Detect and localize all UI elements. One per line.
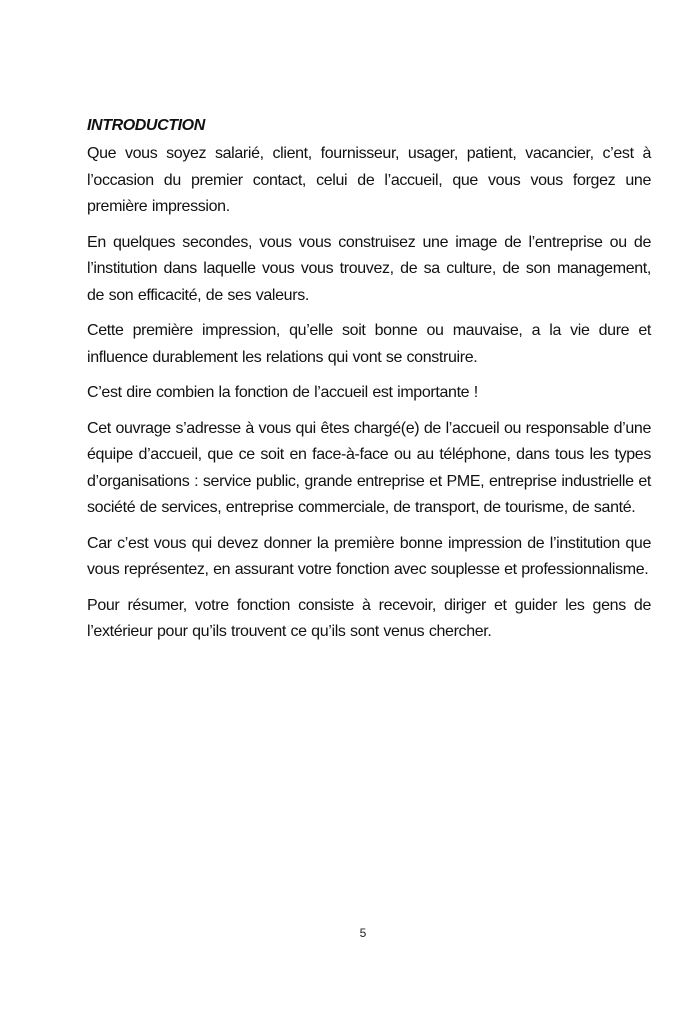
page-body	[87, 113, 651, 655]
paragraph-2: En quelques secondes, vous vous construisez une image de l’entreprise ou de l’institution dans laquelle vous vous trouvez, de sa culture, de son management, de son efficacité, de ses valeurs.	[87, 233, 651, 304]
page-number: 5	[359, 926, 367, 940]
paragraph-5: Cet ouvrage s’adresse à vous qui êtes chargé(e) de l’accueil ou responsable d’une équipe d’accueil, que ce soit en face-à-face ou au téléphone, dans tous les types d’organisations : service public, grande entreprise et PME, entreprise industrielle et société de services, entreprise commerciale, de transport, de tourisme, de santé.	[87, 419, 651, 516]
paragraph-3: Cette première impression, qu’elle soit bonne ou mauvaise, a la vie dure et influence durablement les relations qui vont se construire.	[87, 322, 651, 366]
paragraph-4: C’est dire combien la fonction de l’accueil est importante !	[87, 384, 478, 401]
paragraph-7: Pour résumer, votre fonction consiste à recevoir, diriger et guider les gens de l’extérieur pour qu’ils trouvent ce qu’ils sont venus chercher.	[87, 596, 651, 640]
section-heading: INTRODUCTION	[87, 117, 205, 134]
paragraph-1: Que vous soyez salarié, client, fournisseur, usager, patient, vacancier, c’est à l’occasion du premier contact, celui de l’accueil, que vous vous forgez une première impression.	[87, 145, 651, 215]
paragraph-6: Car c’est vous qui devez donner la première bonne impression de l’institution que vous représentez, en assurant votre fonction avec souplesse et professionnalisme.	[87, 534, 651, 578]
